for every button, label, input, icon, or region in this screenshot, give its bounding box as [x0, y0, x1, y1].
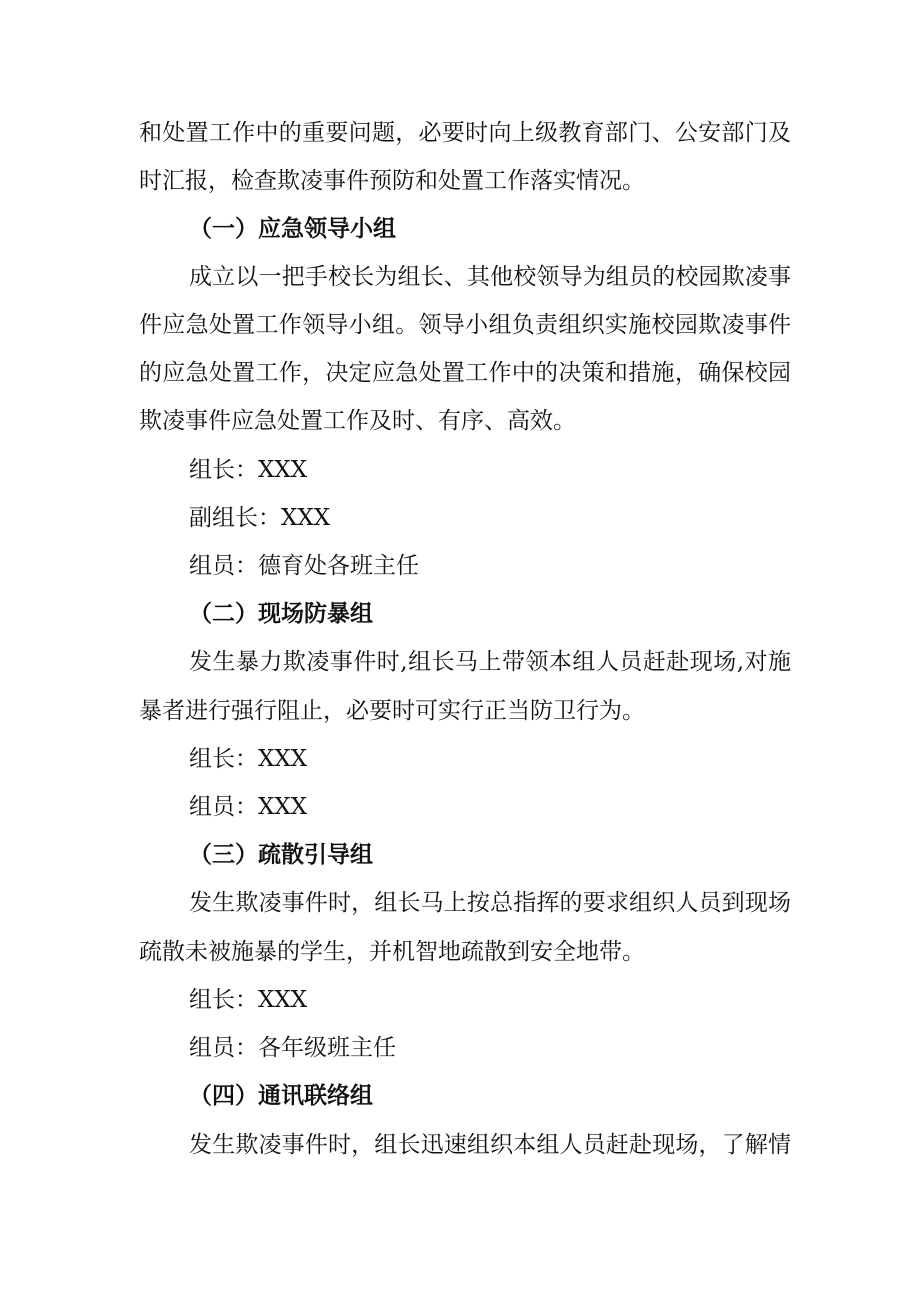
section1-leader: 组长：XXX — [189, 457, 308, 483]
section3-body-line-2: 疏散未被施暴的学生，并机智地疏散到安全地带。 — [139, 939, 645, 965]
section2-members: 组员：XXX — [189, 794, 308, 820]
section-heading-1: （一）应急领导小组 — [189, 215, 396, 242]
section1-body-line-3: 的应急处置工作，决定应急处置工作中的决策和措施，确保校园 — [139, 360, 791, 386]
section2-body-line-2: 暴者进行强行阻止，必要时可实行正当防卫行为。 — [139, 698, 645, 724]
section3-members: 组员：各年级班主任 — [189, 1035, 396, 1061]
intro-line-2: 时汇报，检查欺凌事件预防和处置工作落实情况。 — [139, 168, 645, 194]
section4-body-line-1: 发生欺凌事件时，组长迅速组织本组人员赶赴现场，了解情 — [189, 1132, 791, 1158]
section3-leader: 组长：XXX — [189, 987, 308, 1013]
section1-body-line-1: 成立以一把手校长为组长、其他校领导为组员的校园欺凌事 — [189, 264, 791, 290]
section2-body-line-1: 发生暴力欺凌事件时,组长马上带领本组人员赶赴现场,对施 — [189, 649, 791, 675]
section1-deputy: 副组长：XXX — [189, 505, 331, 531]
intro-line-1: 和处置工作中的重要问题，必要时向上级教育部门、公安部门及 — [139, 120, 791, 146]
section-heading-2: （二）现场防暴组 — [189, 600, 373, 627]
section-heading-4: （四）通讯联络组 — [189, 1082, 373, 1109]
section2-leader: 组长：XXX — [189, 746, 308, 772]
section1-body-line-2: 件应急处置工作领导小组。领导小组负责组织实施校园欺凌事件 — [139, 312, 791, 338]
section3-body-line-1: 发生欺凌事件时，组长马上按总指挥的要求组织人员到现场 — [189, 890, 791, 916]
section1-members: 组员：德育处各班主任 — [189, 553, 419, 579]
section-heading-3: （三）疏散引导组 — [189, 841, 373, 868]
section1-body-line-4: 欺凌事件应急处置工作及时、有序、高效。 — [139, 408, 576, 434]
